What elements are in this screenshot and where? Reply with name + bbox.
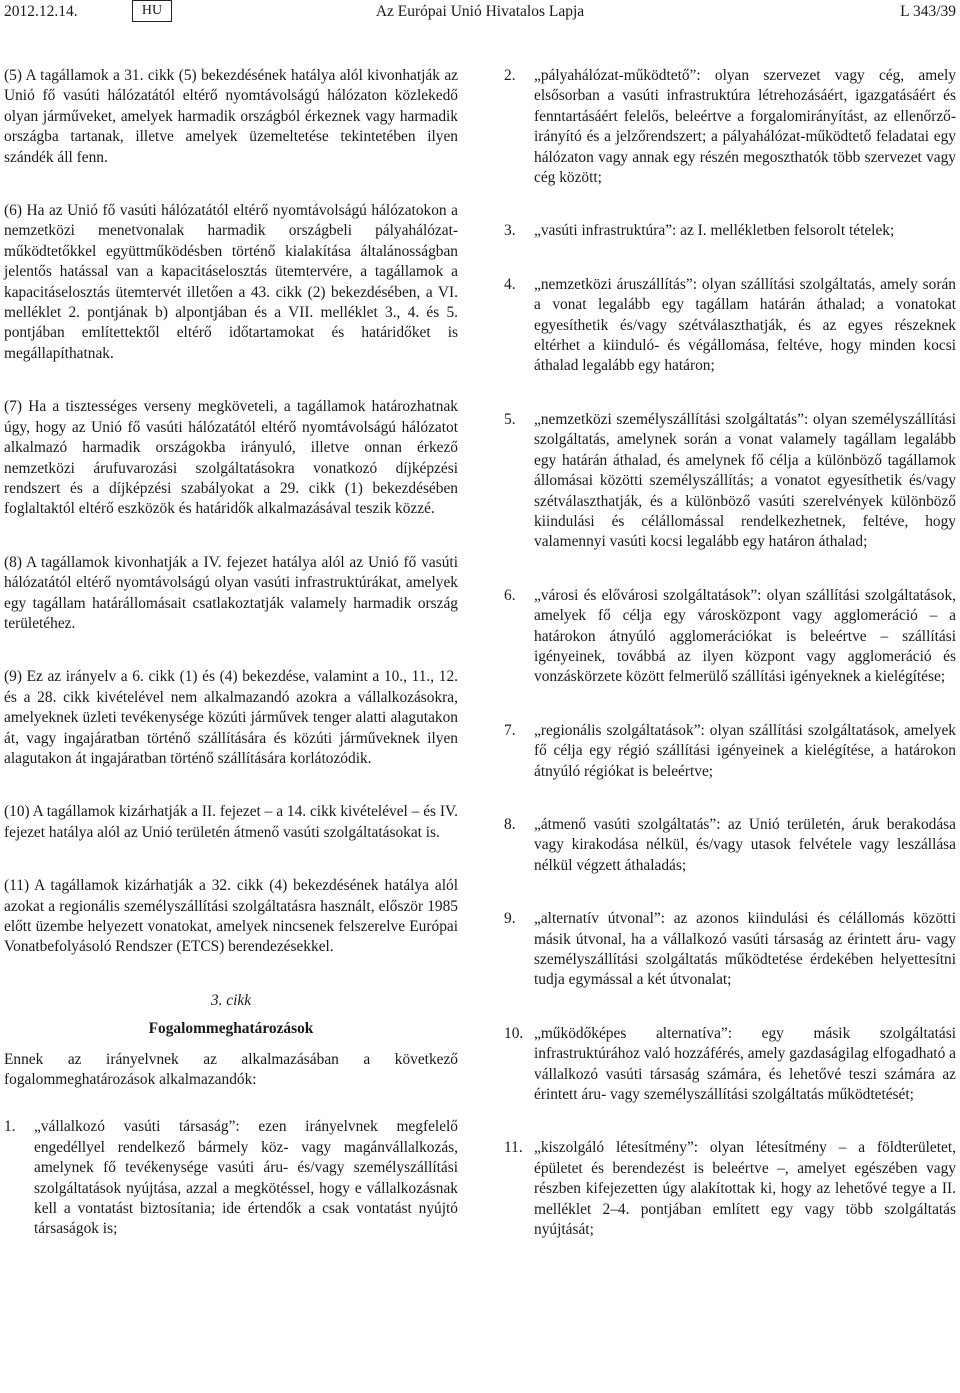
recital-paragraph: (5) A tagállamok a 31. cikk (5) bekezdésének hatálya alól kivonhatják az Unió fő vasúti hálózatától eltérő nyomtávolságú hálózaton közlekedő olyan járműveket, amelyek harmadik országból érkeznek vagy harmadik országba tartanak, illetve amelyek üzemeltetése tekintetében ilyen szándék áll fenn. (4, 67, 458, 166)
definition-text: „nemzetközi személyszállítási szolgáltatás”: olyan személyszállítási szolgáltatás, amelynek során a vonat valamely tagállam legalább egy határán áthalad, és amelynek fő célja a különböző tagállamok állomásai közötti személyszállítás; a vonatot egyesíthetik és/vagy szétválaszthatják, és a különböző vasúti szerelvények különböző kiindulási és célállomással rendelkezhetnek, feltéve, hogy valamennyi vasúti kocsi legalább egy határon áthalad; (534, 410, 956, 551)
recital-paragraph: (8) A tagállamok kivonhatják a IV. fejezet hatálya alól az Unió fő vasúti hálózatától eltérő nyomtávolságú olyan vasúti infrastruktúrákat, amelyek egy tagállam határállomásait csatlakoztatják valamely harmadik ország területéhez. (4, 553, 458, 632)
article-title: Fogalommeghatározások (148, 1020, 314, 1038)
definition-item (504, 909, 956, 991)
definition-item (504, 221, 956, 241)
definition-text: „átmenő vasúti szolgáltatás”: az Unió területén, áruk berakodása vagy kirakodása nélkül, és/vagy utasok felvétele vagy leszállása nélkül végzett áthaladás; (534, 815, 956, 874)
definition-item (504, 275, 956, 377)
page-number: L 343/39 (900, 3, 956, 20)
definition-text: „vállalkozó vasúti társaság”: ezen irányelvnek megfelelő engedéllyel rendelkező bármely köz- vagy magánvállalkozás, amelynek fő tevékenysége vasúti áru- és/vagy személyszállítási szolgáltatások nyújtása, azzal a megkötéssel, hogy e vállalkozásnak kell a vontatást biztosítania; ide értendők a csak vontatást nyújtó társaságok is; (34, 1118, 458, 1238)
article-intro: Ennek az irányelvnek az alkalmazásában a következő fogalommeghatározások alkalmazandók: (4, 1050, 458, 1089)
language-code-box: HU (132, 0, 172, 22)
recital-paragraph: (10) A tagállamok kizárhatják a II. fejezet – a 14. cikk kivételével – és IV. fejezet hatálya alól az Unió területén átmenő vasúti szolgáltatásokat is. (4, 803, 458, 841)
definition-text: „pályahálózat-működtető”: olyan szervezet vagy cég, amely elsősorban a vasúti infrastruktúra létrehozásáért, igazgatásáért és fenntartásáért felelős, beleértve a forgalomirányítást, az ellenőrző-irányító és a jelzőrendszert; a pályahálózat-működtető feladatai egy hálózaton vagy annak egy részén megoszthatók több szervezet vagy cég között; (534, 67, 956, 187)
definition-text: „kiszolgáló létesítmény”: olyan létesítmény – a földterületet, épületet és berendezést is beleértve –, amelyet egészében vagy részben kifejezetten úgy alakítottak ki, hogy az lehetővé tegye a II. melléklet 2–4. pontjában említett egy vagy több szolgáltatás nyújtását; (534, 1139, 956, 1239)
recital-paragraph: (6) Ha az Unió fő vasúti hálózatától eltérő nyomtávolságú hálózatokon a nemzetközi menetvonalak harmadik országbeli pályahálózat-működtetőkkel együttműködésben történő kialakítása általánosságban jelentős hatással van a kapacitáselosztás ütemtervére, a tagállamok a kapacitáselosztás ütemtervét illetően a 43. cikk (2) bekezdésében, a VI. melléklet 2. pontjának b) alpontjában és a VII. melléklet 3., 4. és 5. pontjában említettektől eltérő időtartamokat és határidőket is megállapíthatnak. (4, 202, 458, 362)
definition-number: 7. (504, 721, 516, 739)
definition-text: „alternatív útvonal”: az azonos kiindulási és célállomás közötti másik útvonal, ha a vállalkozó vasúti társaság az érintett áru- vagy személyszállítási szolgáltatás működtetése érdekében helyettesítni tudja egymással a két útvonalat; (534, 910, 956, 989)
definition-text: „vasúti infrastruktúra”: az I. mellékletben felsorolt tételek; (534, 222, 895, 240)
recital-paragraph: (7) Ha a tisztességes verseny megköveteli, a tagállamok határozhatnak úgy, hogy az Unió fő vasúti hálózatától eltérő nyomtávolságú hálózatot alkalmazó harmadik országokba irányuló, illetve onnan érkező nemzetközi árufuvarozási szolgáltatásokra vonatkozó díjképzési rendszert és a díjképzési szabályokat a 29. cikk (1) bekezdésében foglaltaktól eltérő eszközök és határidők alkalmazásával teszik közzé. (4, 398, 458, 518)
definition-number: 3. (504, 222, 516, 240)
definition-number: 10. (504, 1024, 524, 1042)
definition-item (504, 815, 956, 876)
definition-text: „városi és elővárosi szolgáltatások”: olyan szállítási szolgáltatások, amelyek fő célja egy városközpont vagy agglomeráció – a határokon átnyúló agglomerációkat is beleértve – szállítási igényeinek, továbbá az ilyen központ vagy agglomeráció és vonzáskörzete között felmerülő szállítási igényeknek a kielégítése; (534, 586, 956, 686)
journal-title: Az Európai Unió Hivatalos Lapja (375, 3, 585, 20)
definition-item (504, 66, 956, 188)
definition-item (504, 1024, 956, 1106)
definition-number: 5. (504, 410, 516, 428)
definition-item (504, 410, 956, 553)
article-number: 3. cikk (210, 991, 252, 1009)
definition-item (504, 721, 956, 782)
left-column (4, 66, 458, 1273)
definition-item (504, 1138, 956, 1240)
definition-number: 6. (504, 586, 516, 604)
definition-number: 2. (504, 67, 516, 84)
definition-text: „regionális szolgáltatások”: olyan szállítási szolgáltatások, amelyek fő célja egy régió szállítási igényeinek a kielégítése, a határokon átnyúló régiókat is beleértve; (534, 721, 956, 780)
definition-number: 1. (4, 1118, 16, 1136)
definition-item (4, 1117, 458, 1239)
right-column (504, 66, 956, 1273)
definition-text: „nemzetközi áruszállítás”: olyan szállítási szolgáltatás, amely során a vonat legalább egy tagállam határán áthalad; a vonatokat egyesíthetik és/vagy szétválaszthatják, és az egyes részeknek eltérhet a kiinduló- és végállomása, feltéve, hogy minden kocsi áthalad legalább egy határon; (534, 275, 956, 375)
definition-number: 8. (504, 815, 516, 833)
publication-date: 2012.12.14. (4, 3, 78, 20)
recital-paragraph: (11) A tagállamok kizárhatják a 32. cikk (4) bekezdésének hatálya alól azokat a regionális személyszállítási szolgáltatásra használt, először 1985 előtt üzembe helyezett vonatokat, amelyek nincsenek felszerelve Európai Vonatbefolyásoló Rendszer (ETCS) berendezésekkel. (4, 877, 458, 956)
definition-number: 4. (504, 275, 516, 293)
definition-item (504, 586, 956, 688)
page-header (0, 0, 960, 30)
definition-text: „működőképes alternatíva”: egy másik szolgáltatási infrastruktúrához való hozzáférés, amely gazdaságilag elfogadható a vállalkozó vasúti társaság számára, és lehetővé teszi számára az érintett áru- vagy személyszállítási szolgáltatás működtetését; (534, 1024, 956, 1104)
recital-paragraph: (9) Ez az irányelv a 6. cikk (1) és (4) bekezdése, valamint a 10., 11., 12. és a 28. cikk kivételével nem alkalmazandó azokra a vállalkozásokra, amelyeknek üzleti tevékenysége közúti járművek tenger alatti alagutakon át, vagy ingajáratban történő szállítására és közúti járműveknek ilyen alagutakon át ingajáratban történő szállítására korlátozódik. (4, 668, 458, 767)
definition-number: 11. (504, 1139, 523, 1157)
definition-number: 9. (504, 910, 516, 928)
